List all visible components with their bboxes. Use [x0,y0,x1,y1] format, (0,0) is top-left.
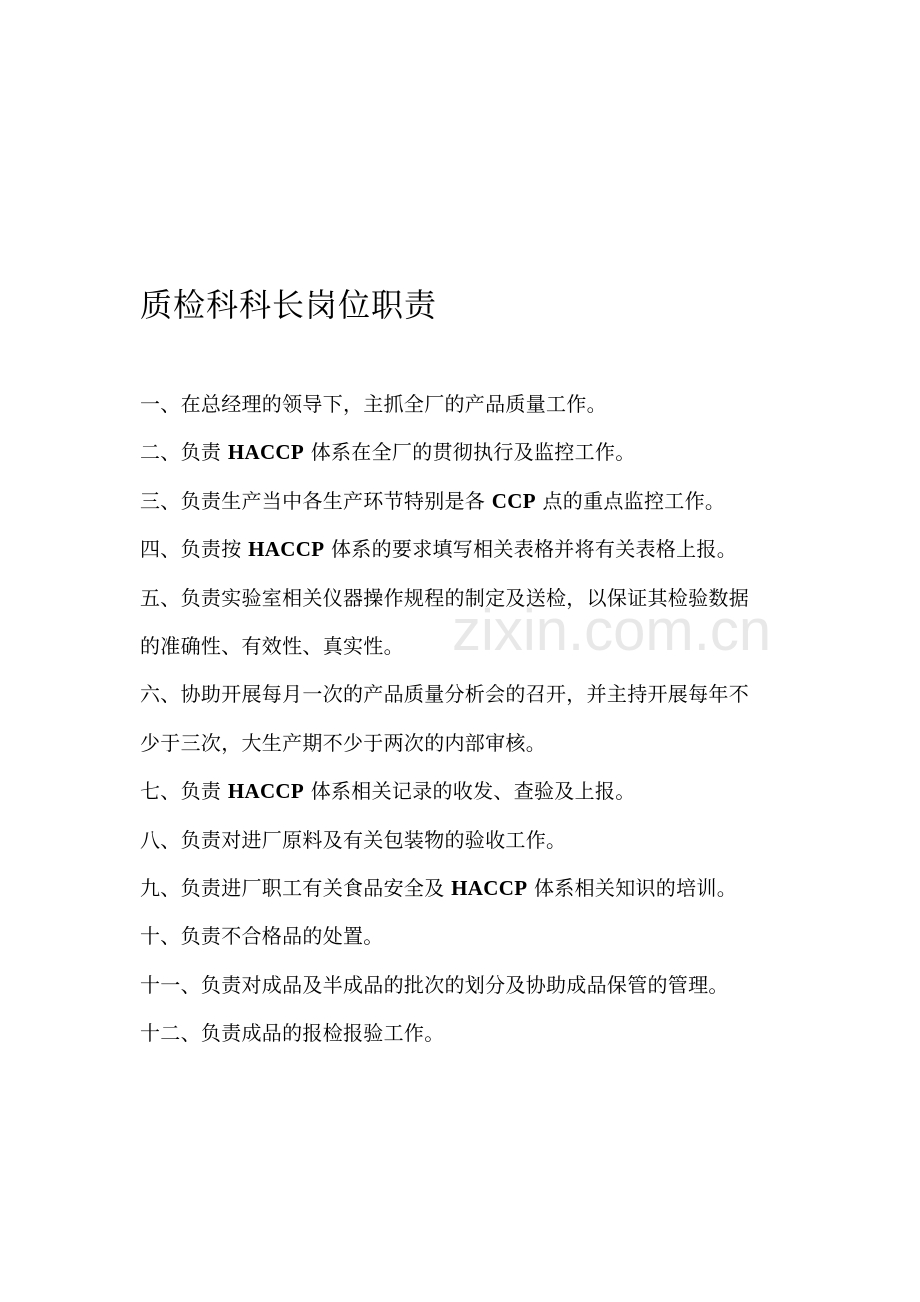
duty-line [140,961,800,1009]
duty-line [140,428,800,476]
duty-line [140,912,800,960]
duty-line [140,719,800,767]
duty-line [140,816,800,864]
duty-line-text: 少于三次，大生产期不少于两次的内部审核。 [140,730,546,755]
duty-line [140,525,800,573]
watermark-text: zixin.com.cn [452,598,772,663]
duty-line-text: 体系在全厂的贯彻执行及监控工作。 [304,440,636,465]
duty-line [140,864,800,912]
duty-line-acronym: HACCP [227,779,305,804]
duty-line [140,574,800,622]
duty-line-text: 三、负责生产当中各生产环节特别是各 [140,488,492,513]
duty-line-acronym: HACCP [227,440,305,465]
duty-line-text: 点的重点监控工作。 [535,488,726,513]
duty-line-text: 九、负责进厂职工有关食品安全及 [140,876,452,901]
duty-line-acronym: CCP [491,488,536,513]
duty-line-text: 七、负责 [140,779,228,804]
duty-line-text: 二、负责 [140,440,228,465]
duty-line [140,622,800,670]
duty-line [140,1009,800,1057]
duty-line-text: 体系的要求填写相关表格并将有关表格上报。 [324,537,738,562]
duty-line-text: 六、协助开展每月一次的产品质量分析会的召开，并主持开展每年不 [140,682,749,707]
duty-line-text: 十二、负责成品的报检报验工作。 [140,1021,445,1046]
duty-line-text: 四、负责按 [140,537,249,562]
duty-line [140,477,800,525]
duty-line [140,380,800,428]
duty-line [140,670,800,718]
duty-line-text: 八、负责对进厂原料及有关包装物的验收工作。 [140,827,567,852]
duty-line-acronym: HACCP [451,876,528,901]
duty-line-text: 十一、负责对成品及半成品的批次的划分及协助成品保管的管理。 [140,972,729,997]
duty-line [140,767,800,815]
duty-line-text: 一、在总经理的领导下，主抓全厂的产品质量工作。 [140,392,607,416]
duty-line-text: 五、负责实验室相关仪器操作规程的制定及送检，以保证其检验数据 [140,585,749,610]
document-title: 质检科科长岗位职责 [140,286,438,324]
duty-line-text: 十、负责不合格品的处置。 [140,924,384,949]
duty-line-text: 体系相关知识的培训。 [527,876,738,901]
duty-line-text: 的准确性、有效性、真实性。 [140,634,404,659]
duty-list [140,380,800,1058]
duty-line-acronym: HACCP [248,537,325,562]
duty-line-text: 体系相关记录的收发、查验及上报。 [304,779,636,804]
